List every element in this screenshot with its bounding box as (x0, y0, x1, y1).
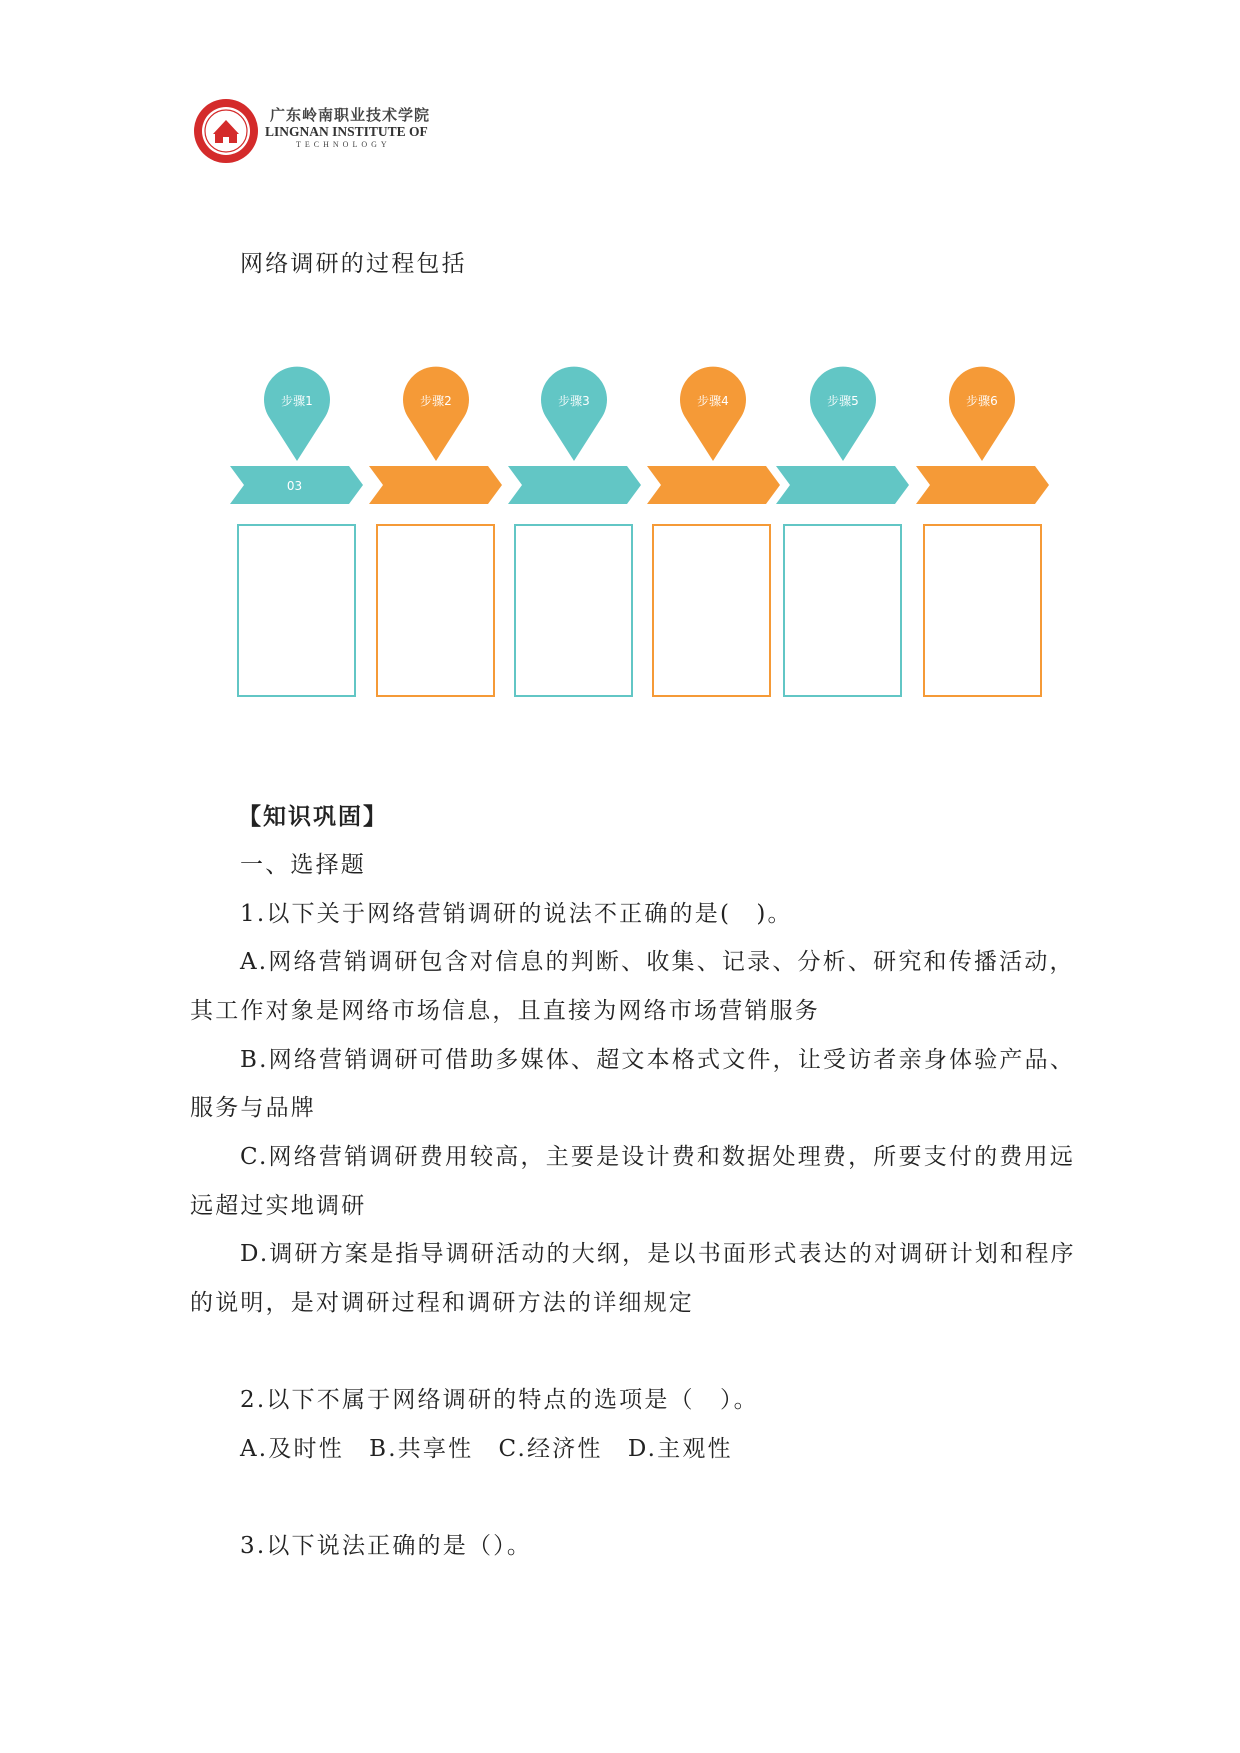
step-5-label: 步骤5 (827, 394, 859, 408)
step-1-arrow-text: 03 (286, 479, 303, 493)
section-subtitle: 一、选择题 (240, 852, 366, 878)
step-4-pin (680, 367, 746, 461)
step-4-box (653, 525, 770, 696)
step-3-box (515, 525, 632, 696)
school-name-en-2: TECHNOLOGY (296, 140, 391, 149)
school-name-en: LINGNAN INSTITUTE OF (265, 124, 428, 139)
step-3-label: 步骤3 (558, 394, 590, 408)
process-timeline (0, 350, 1240, 730)
step-6-pin (949, 367, 1015, 461)
step-2-pin (403, 367, 469, 461)
intro-text: 网络调研的过程包括 (240, 251, 467, 277)
question-1-option-a: A.网络营销调研包含对信息的判断、收集、记录、分析、研究和传播活动， (240, 949, 1075, 975)
step-2-arrow (369, 466, 502, 504)
step-2-label: 步骤2 (420, 394, 452, 408)
step-6-box (924, 525, 1041, 696)
school-name-cn: 广东岭南职业技术学院 (270, 106, 431, 124)
step-5-box (784, 525, 901, 696)
question-3-stem: 3.以下说法正确的是（）。 (240, 1533, 533, 1559)
step-2-box (377, 525, 494, 696)
step-3-arrow (508, 466, 641, 504)
step-4-arrow (647, 466, 780, 504)
question-1-option-a-cont: 其工作对象是网络市场信息，且直接为网络市场营销服务 (190, 998, 820, 1024)
step-5-pin (810, 367, 876, 461)
step-4-label: 步骤4 (697, 394, 729, 408)
question-1-option-d: D.调研方案是指导调研活动的大纲，是以书面形式表达的对调研计划和程序 (240, 1241, 1076, 1267)
question-2-options: A.及时性 B.共享性 C.经济性 D.主观性 (240, 1436, 733, 1462)
step-5-arrow (776, 466, 909, 504)
step-1-pin (264, 367, 330, 461)
question-1-stem: 1.以下关于网络营销调研的说法不正确的是( )。 (240, 901, 793, 927)
step-1-box (238, 525, 355, 696)
school-seal-logo (193, 98, 259, 164)
step-3-pin (541, 367, 607, 461)
step-6-label: 步骤6 (966, 394, 998, 408)
question-1-option-b-cont: 服务与品牌 (190, 1095, 316, 1121)
question-1-option-c-cont: 远超过实地调研 (190, 1193, 367, 1219)
question-1-option-d-cont: 的说明，是对调研过程和调研方法的详细规定 (190, 1290, 694, 1316)
question-1-option-b: B.网络营销调研可借助多媒体、超文本格式文件，让受访者亲身体验产品、 (240, 1047, 1076, 1073)
step-6-arrow (916, 466, 1049, 504)
step-1-label: 步骤1 (281, 394, 313, 408)
question-2-stem: 2.以下不属于网络调研的特点的选项是（ ）。 (240, 1387, 759, 1413)
question-1-option-c: C.网络营销调研费用较高，主要是设计费和数据处理费，所要支付的费用远 (240, 1144, 1075, 1170)
section-title: 【知识巩固】 (238, 803, 388, 830)
